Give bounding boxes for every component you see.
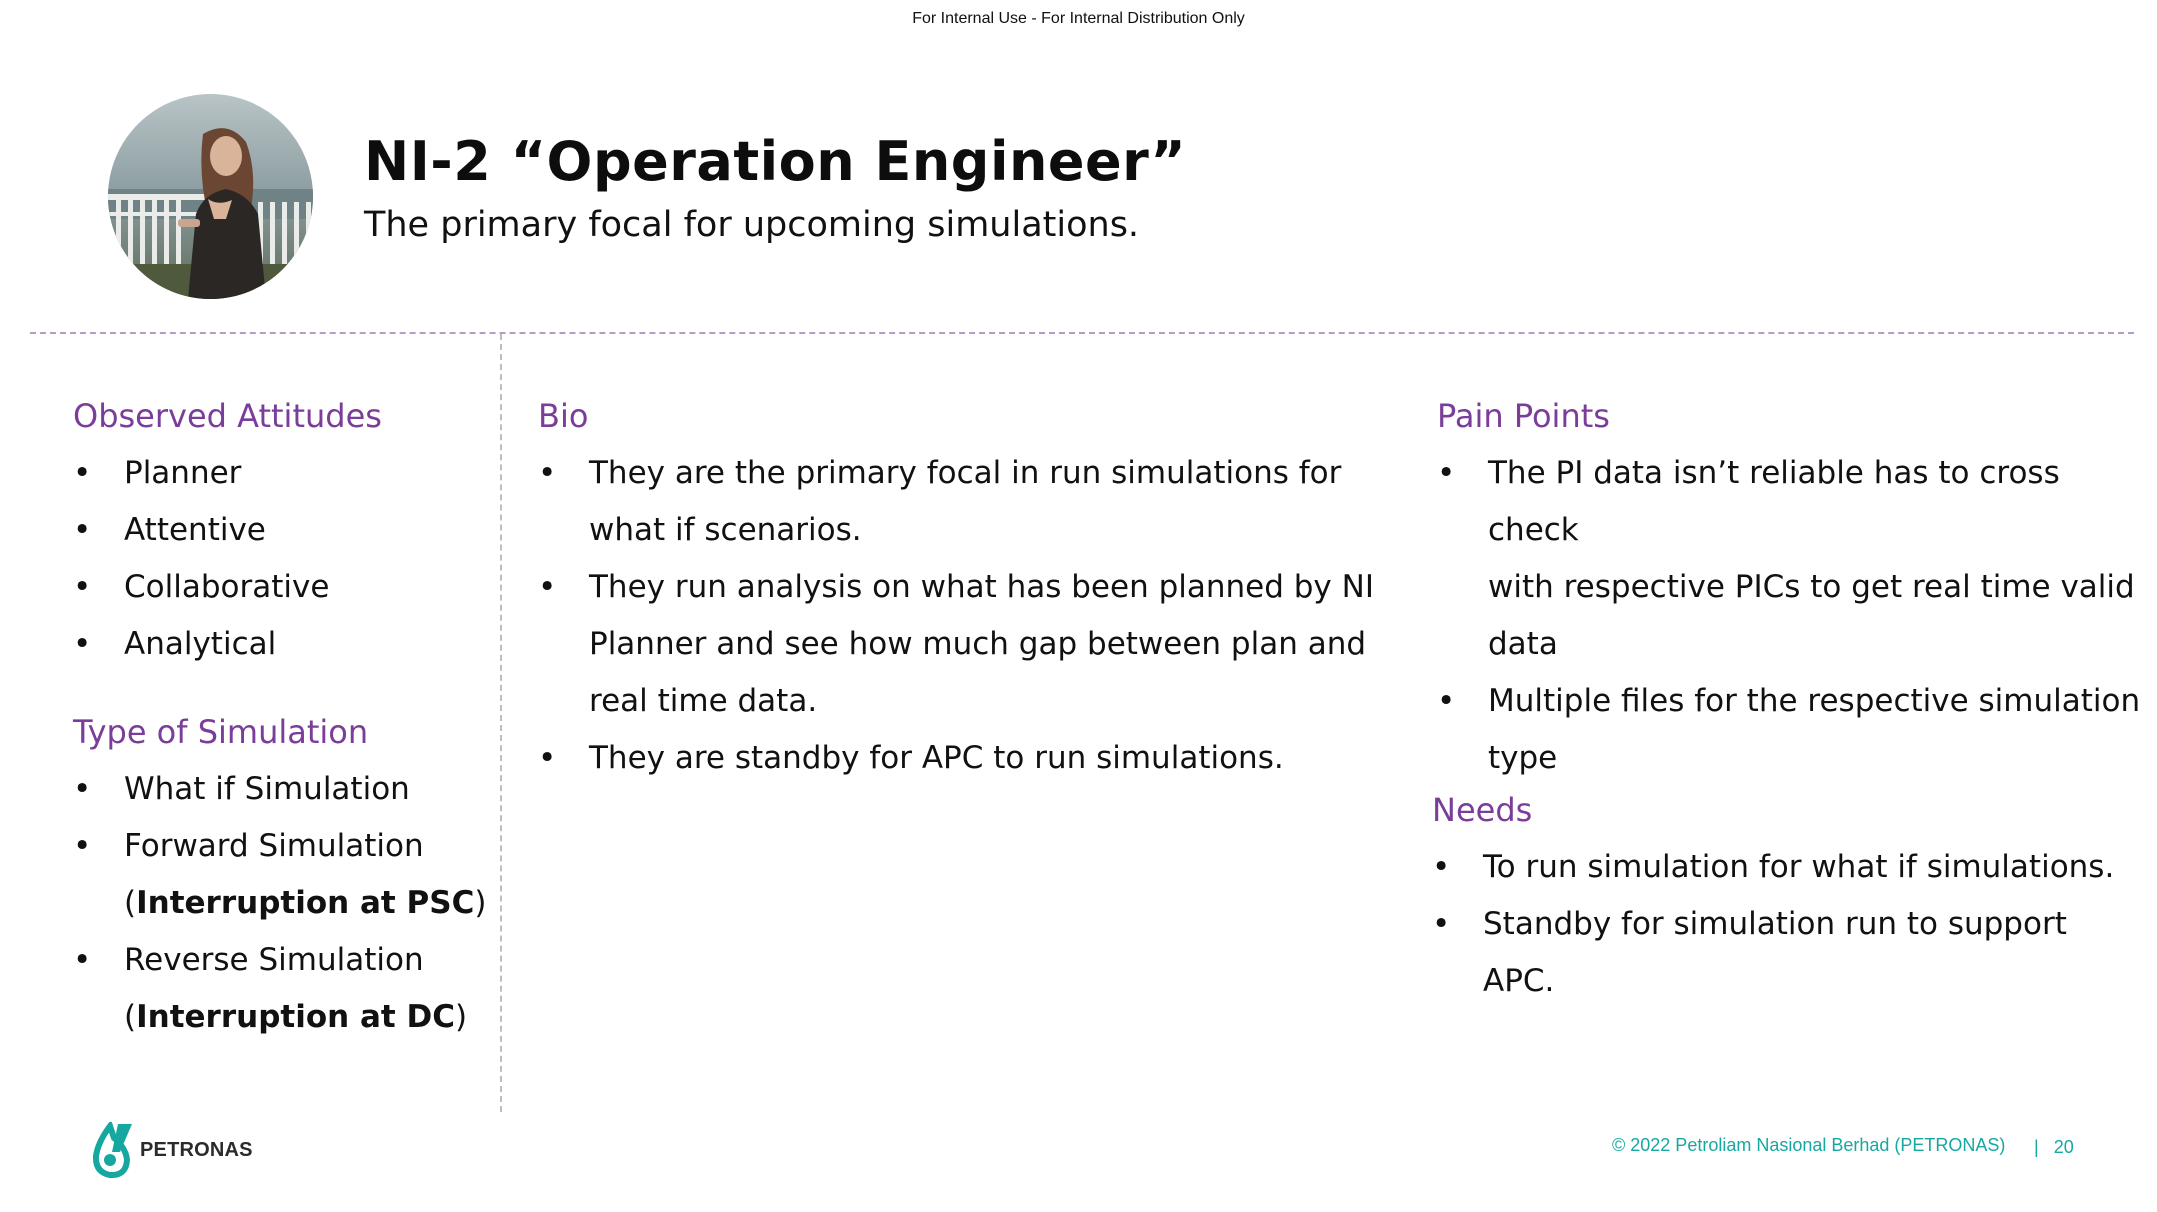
paren-close: ) <box>455 999 468 1035</box>
petronas-logo-icon <box>90 1122 136 1178</box>
list-item-line: real time data. <box>589 683 818 719</box>
list-item-line: with respective PICs to get real time valid <box>1488 569 2135 605</box>
list-item-line: They are standby for APC to run simulations. <box>589 740 1284 776</box>
paren-close: ) <box>474 885 487 921</box>
pain-points-list <box>1437 445 2157 787</box>
list-item-line: Planner and see how much gap between plan and <box>589 626 1367 662</box>
list-item: • Collaborative <box>73 559 329 616</box>
list-item <box>73 818 486 932</box>
needs-heading: Needs <box>1432 791 1533 829</box>
list-item: • Planner <box>73 445 329 502</box>
petronas-logo <box>90 1122 253 1178</box>
page-separator: | <box>2034 1137 2039 1157</box>
needs-list <box>1432 839 2114 1010</box>
persona-title: NI-2 “Operation Engineer” <box>364 130 1187 193</box>
list-item <box>1432 896 2114 1010</box>
bio-list <box>538 445 1374 787</box>
paren-open: ( <box>124 999 137 1035</box>
list-item <box>1432 839 2114 896</box>
list-item-line: Standby for simulation run to support <box>1483 906 2067 942</box>
list-item-line: what if scenarios. <box>589 512 862 548</box>
vertical-divider <box>500 334 502 1112</box>
list-item-line: They are the primary focal in run simulations for <box>589 455 1342 491</box>
copyright-text: © 2022 Petroliam Nasional Berhad (PETRONAS) <box>1612 1135 2006 1155</box>
list-item <box>538 445 1374 559</box>
observed-attitudes-heading: Observed Attitudes <box>73 397 382 435</box>
logo-text: PETRONAS <box>140 1138 253 1161</box>
list-item-line: They run analysis on what has been planned by NI <box>589 569 1374 605</box>
list-item-line: To run simulation for what if simulations. <box>1483 849 2115 885</box>
type-of-simulation-list <box>73 761 486 1046</box>
page-number <box>2034 1137 2074 1158</box>
page-number-value: 20 <box>2053 1137 2074 1157</box>
list-item-line: APC. <box>1483 963 1555 999</box>
paren-open: ( <box>124 885 137 921</box>
list-item-line: type <box>1488 740 1558 776</box>
pain-points-heading: Pain Points <box>1437 397 1610 435</box>
list-item-text: What if Simulation <box>124 771 410 807</box>
list-item <box>1437 673 2157 787</box>
list-item <box>1437 445 2157 673</box>
list-item-line: The PI data isn’t reliable has to cross check <box>1488 455 2060 548</box>
list-item: • Analytical <box>73 616 329 673</box>
type-of-simulation-heading: Type of Simulation <box>73 713 369 751</box>
classification-label: For Internal Use - For Internal Distribution Only <box>912 10 1245 27</box>
list-item-emphasis: Interruption at DC <box>136 999 456 1035</box>
list-item: • Attentive <box>73 502 329 559</box>
list-item <box>73 761 486 818</box>
list-item-line: data <box>1488 626 1558 662</box>
list-item-text: Forward Simulation <box>124 828 424 864</box>
list-item <box>538 730 1374 787</box>
horizontal-divider <box>30 332 2134 334</box>
list-item-line: Multiple files for the respective simulation <box>1488 683 2141 719</box>
observed-attitudes-list <box>73 445 329 673</box>
persona-subtitle: The primary focal for upcoming simulations. <box>364 205 1140 245</box>
persona-photo-image <box>108 94 313 299</box>
list-item-emphasis: Interruption at PSC <box>136 885 475 921</box>
persona-photo <box>108 94 313 299</box>
list-item-text: Reverse Simulation <box>124 942 424 978</box>
list-item <box>73 932 486 1046</box>
list-item <box>538 559 1374 730</box>
bio-heading: Bio <box>538 397 589 435</box>
